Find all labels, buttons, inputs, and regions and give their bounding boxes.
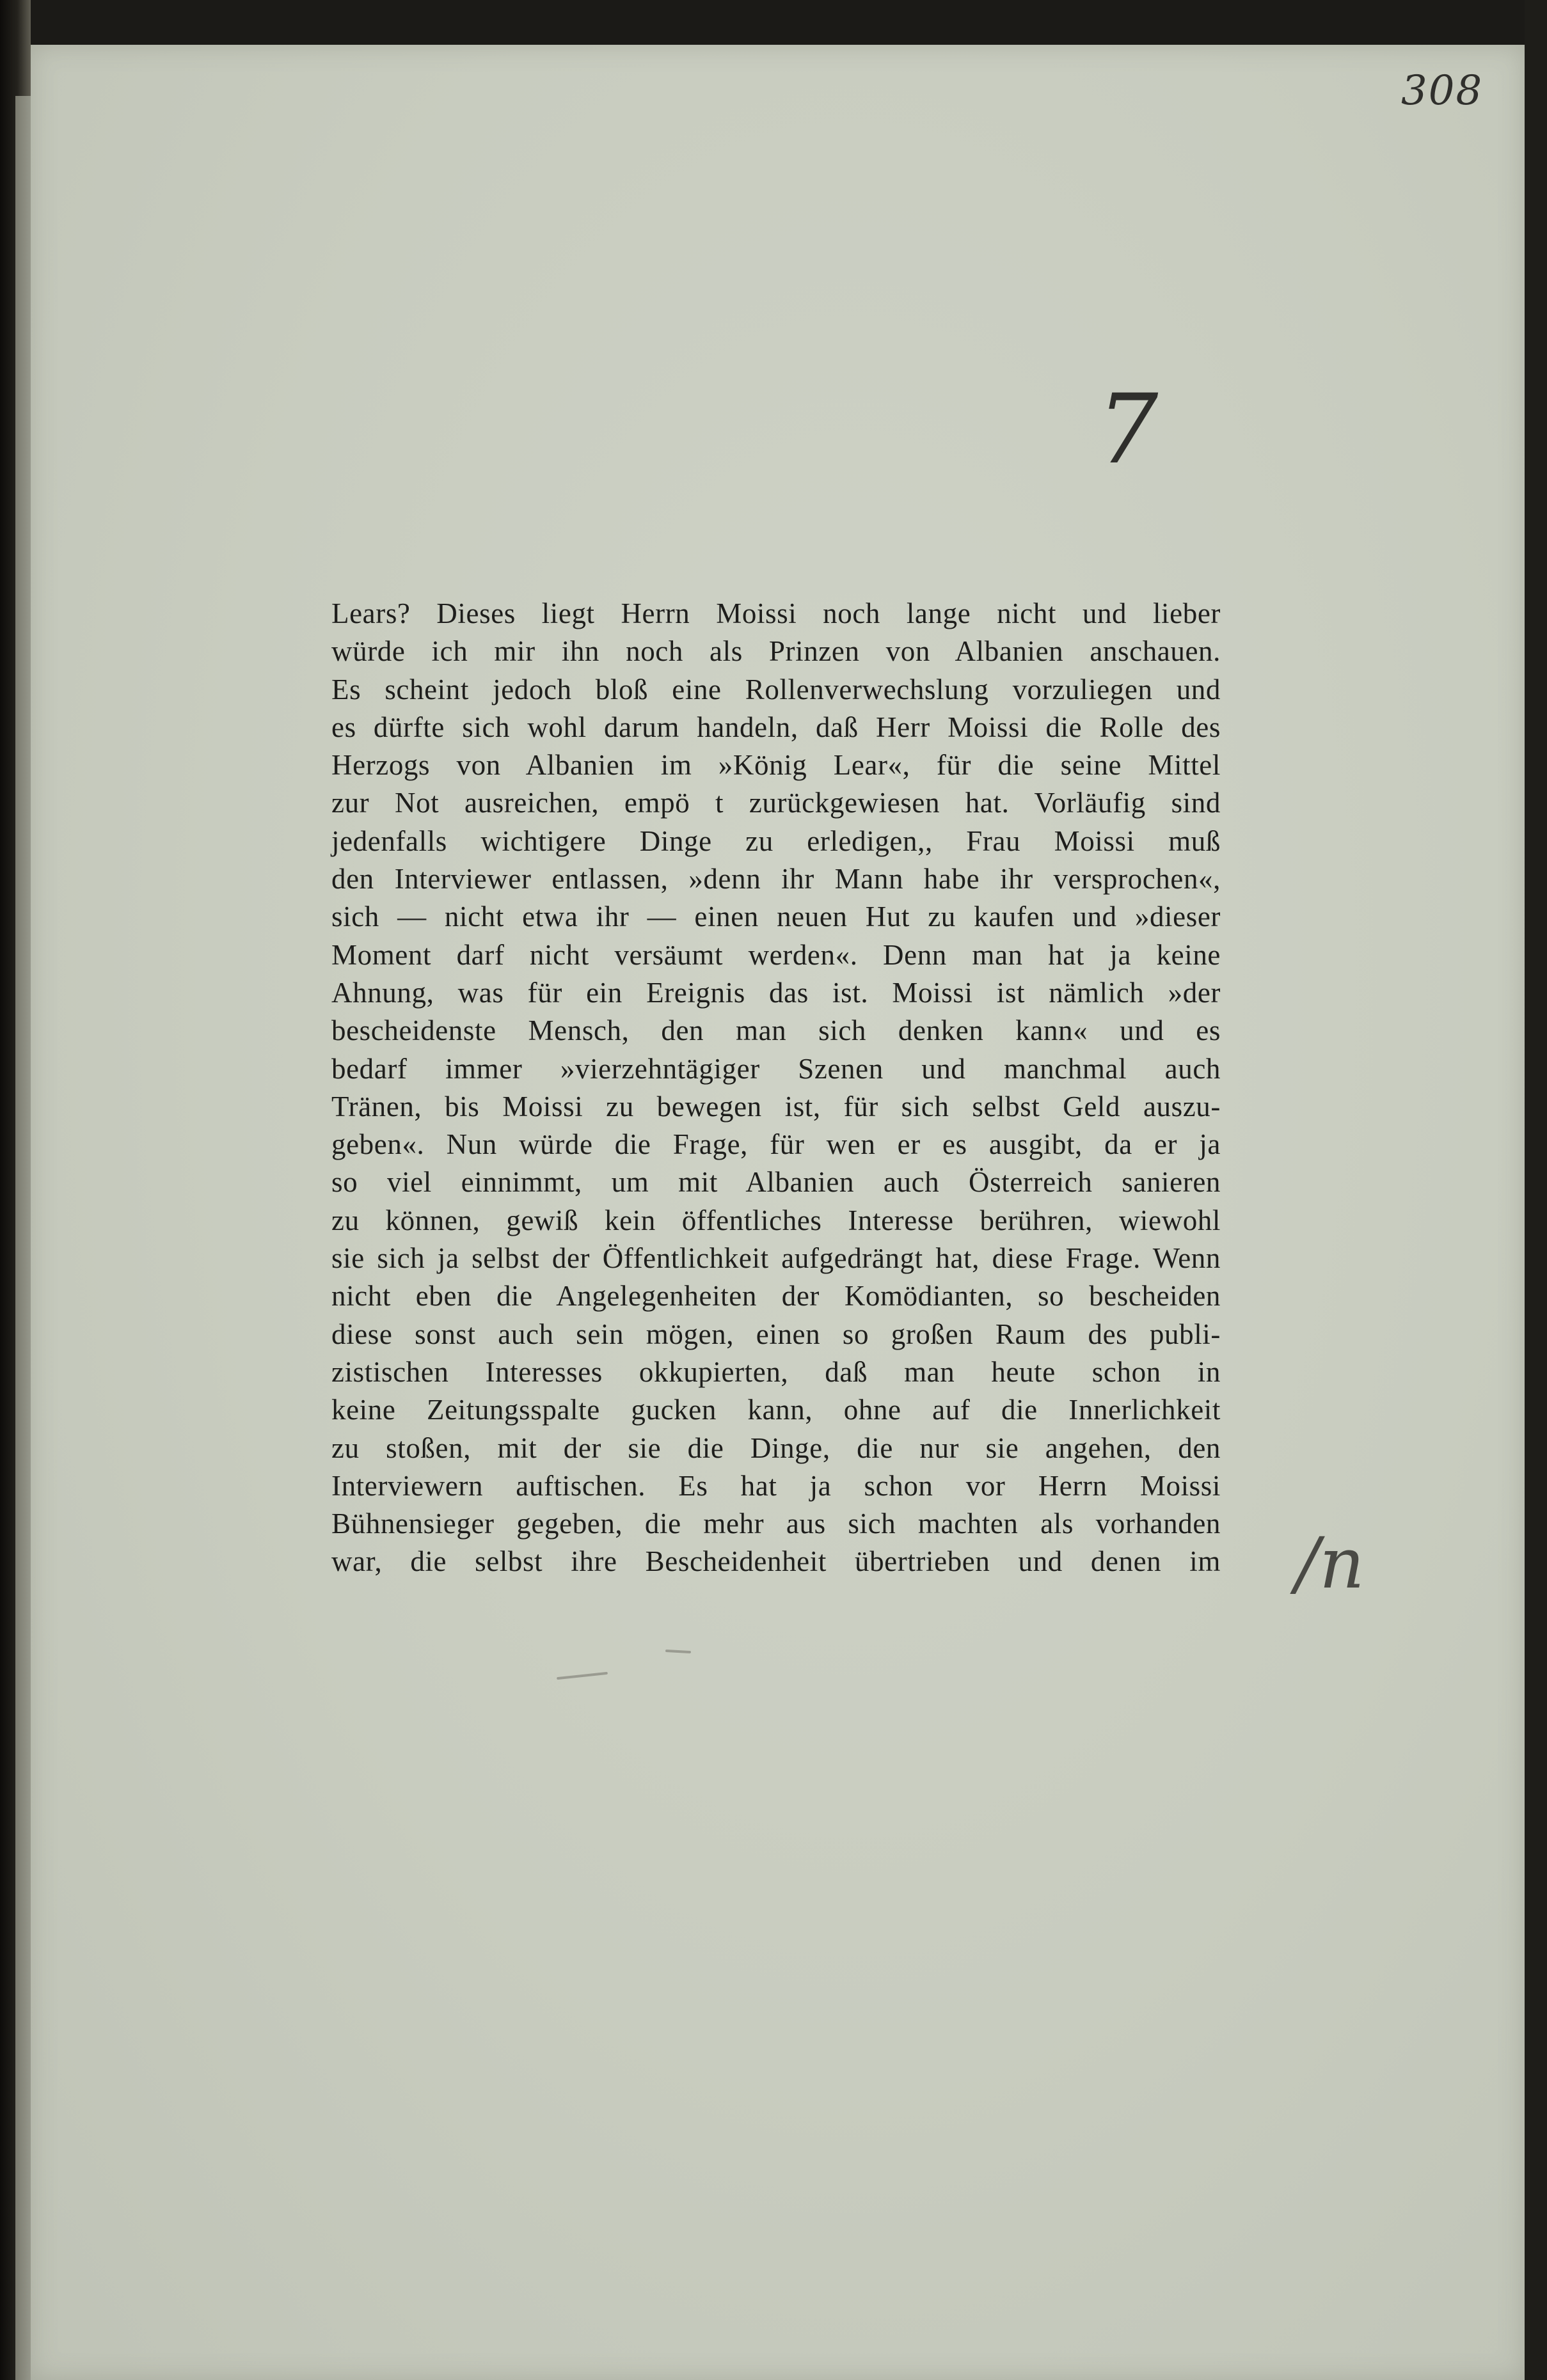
text-line: würde ich mir ihn noch als Prinzen von Albanien anschauen.: [331, 635, 1221, 668]
text-line: den Interviewer entlassen, »denn ihr Mann habe ihr versprochen«,: [331, 863, 1221, 895]
text-line: keine Zeitungsspalte gucken kann, ohne auf die Innerlichkeit: [331, 1394, 1221, 1426]
text-line: zu können, gewiß kein öffentliches Interesse berühren, wiewohl: [331, 1204, 1221, 1236]
scan-background-right: [1525, 0, 1547, 2380]
text-line: bedarf immer »vierzehntägiger Szenen und manchmal auch: [331, 1052, 1221, 1085]
text-line: jedenfalls wichtigere Dinge zu erledigen,, Frau Moissi muß: [331, 824, 1221, 857]
text-line: Herzogs von Albanien im »König Lear«, für die seine Mittel: [331, 749, 1221, 782]
handwritten-sheet-number: 7: [1097, 374, 1159, 485]
text-line: Moment darf nicht versäumt werden«. Denn man hat ja keine: [331, 938, 1221, 971]
text-line: Bühnensieger gegeben, die mehr aus sich machten als vorhanden: [331, 1508, 1221, 1540]
text-line: war, die selbst ihre Bescheidenheit übertrieben und denen im: [331, 1545, 1221, 1578]
text-line: Interviewern auftischen. Es hat ja schon vor Herrn Moissi: [331, 1469, 1221, 1502]
text-line: sich — nicht etwa ihr — einen neuen Hut zu kaufen und »dieser: [331, 901, 1221, 933]
handwritten-page-number: 308: [1401, 67, 1484, 114]
text-line: geben«. Nun würde die Frage, für wen er es ausgibt, da er ja: [331, 1128, 1221, 1161]
text-line: zu stoßen, mit der sie die Dinge, die nur sie angehen, den: [331, 1431, 1221, 1464]
text-line: bescheidenste Mensch, den man sich denken kann« und es: [331, 1014, 1221, 1047]
text-line: sie sich ja selbst der Öffentlichkeit aufgedrängt hat, diese Frage. Wenn: [331, 1242, 1221, 1275]
text-line: Lears? Dieses liegt Herrn Moissi noch lange nicht und lieber: [331, 597, 1221, 629]
body-text-block: [331, 595, 1221, 1581]
scan-background-top: [31, 0, 1547, 45]
text-line: diese sonst auch sein mögen, einen so großen Raum des publi-: [331, 1318, 1221, 1350]
text-line: Ahnung, was für ein Ereignis das ist. Moissi ist nämlich »der: [331, 976, 1221, 1009]
text-line: Tränen, bis Moissi zu bewegen ist, für sich selbst Geld auszu-: [331, 1090, 1221, 1123]
text-line: zistischen Interesses okkupierten, daß man heute schon in: [331, 1355, 1221, 1388]
handwritten-margin-note: /n: [1296, 1522, 1365, 1604]
text-line: Es scheint jedoch bloß eine Rollenverwechslung vorzuliegen und: [331, 673, 1221, 705]
text-line: nicht eben die Angelegenheiten der Komödianten, so bescheiden: [331, 1280, 1221, 1312]
text-line: zur Not ausreichen, empö t zurückgewiesen hat. Vorläufig sind: [331, 787, 1221, 819]
text-line: so viel einnimmt, um mit Albanien auch Österreich sanieren: [331, 1166, 1221, 1199]
text-line: es dürfte sich wohl darum handeln, daß Herr Moissi die Rolle des: [331, 711, 1221, 743]
